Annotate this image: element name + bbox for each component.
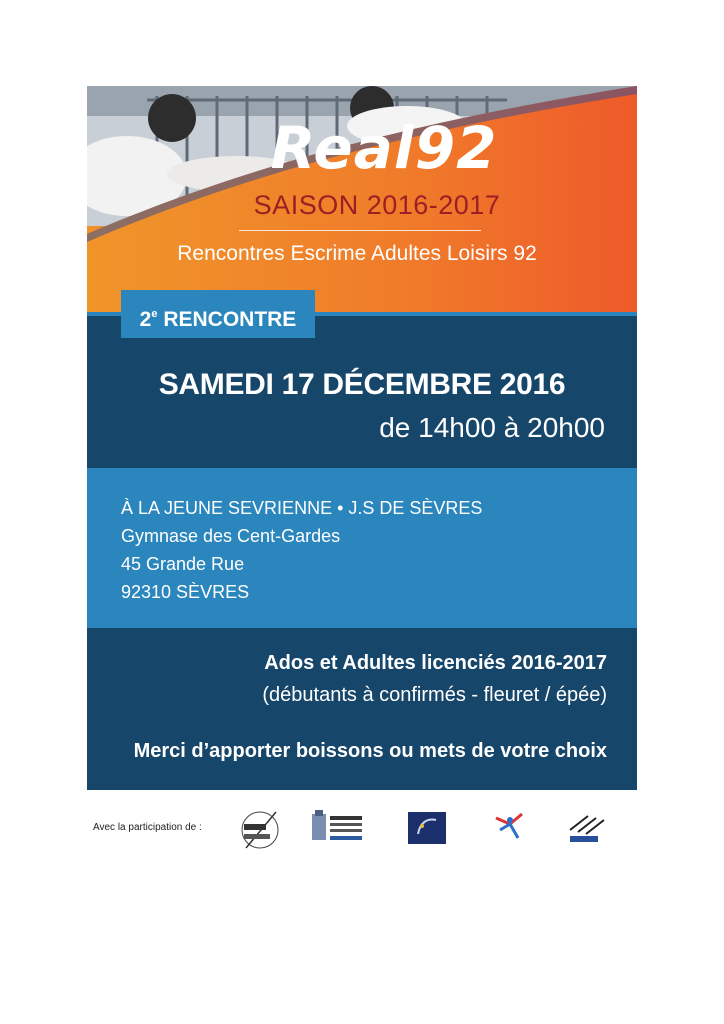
federation-logo [408,812,446,844]
event-series-subtitle: Rencontres Escrime Adultes Loisirs 92 [177,242,537,265]
badge-text: RENCONTRE [163,308,297,331]
season-divider [239,230,481,231]
event-time: de 14h00 à 20h00 [379,412,605,443]
asbr-escrime-logo [236,808,284,852]
venue-name: À LA JEUNE SEVRIENNE • J.S DE SÈVRES [121,498,483,518]
real92-logo: Real92 [270,114,498,182]
event-date: SAMEDI 17 DÉCEMBRE 2016 [158,368,566,401]
audience-levels: (débutants à confirmés - fleuret / épée) [262,684,607,706]
fencer-figure-logo [492,810,530,844]
ee92-logo [566,810,614,846]
venue-city: 92310 SÈVRES [121,582,250,602]
poster-header [87,86,637,314]
season-title: SAISON 2016-2017 [253,190,501,220]
poster [87,86,637,790]
venue-building: Gymnase des Cent-Gardes [121,526,341,546]
cercle-escrime-logo [310,808,364,848]
bring-food-note: Merci d’apporter boissons ou mets de votre choix [133,740,607,762]
rencontre-badge [121,290,315,338]
venue-street: 45 Grande Rue [121,554,245,574]
badge-ordinal: e [151,308,158,320]
address-band [87,468,637,628]
participation-label: Avec la participation de : [93,822,202,833]
audience-title: Ados et Adultes licenciés 2016-2017 [264,652,607,674]
badge-number: 2 [139,308,152,331]
